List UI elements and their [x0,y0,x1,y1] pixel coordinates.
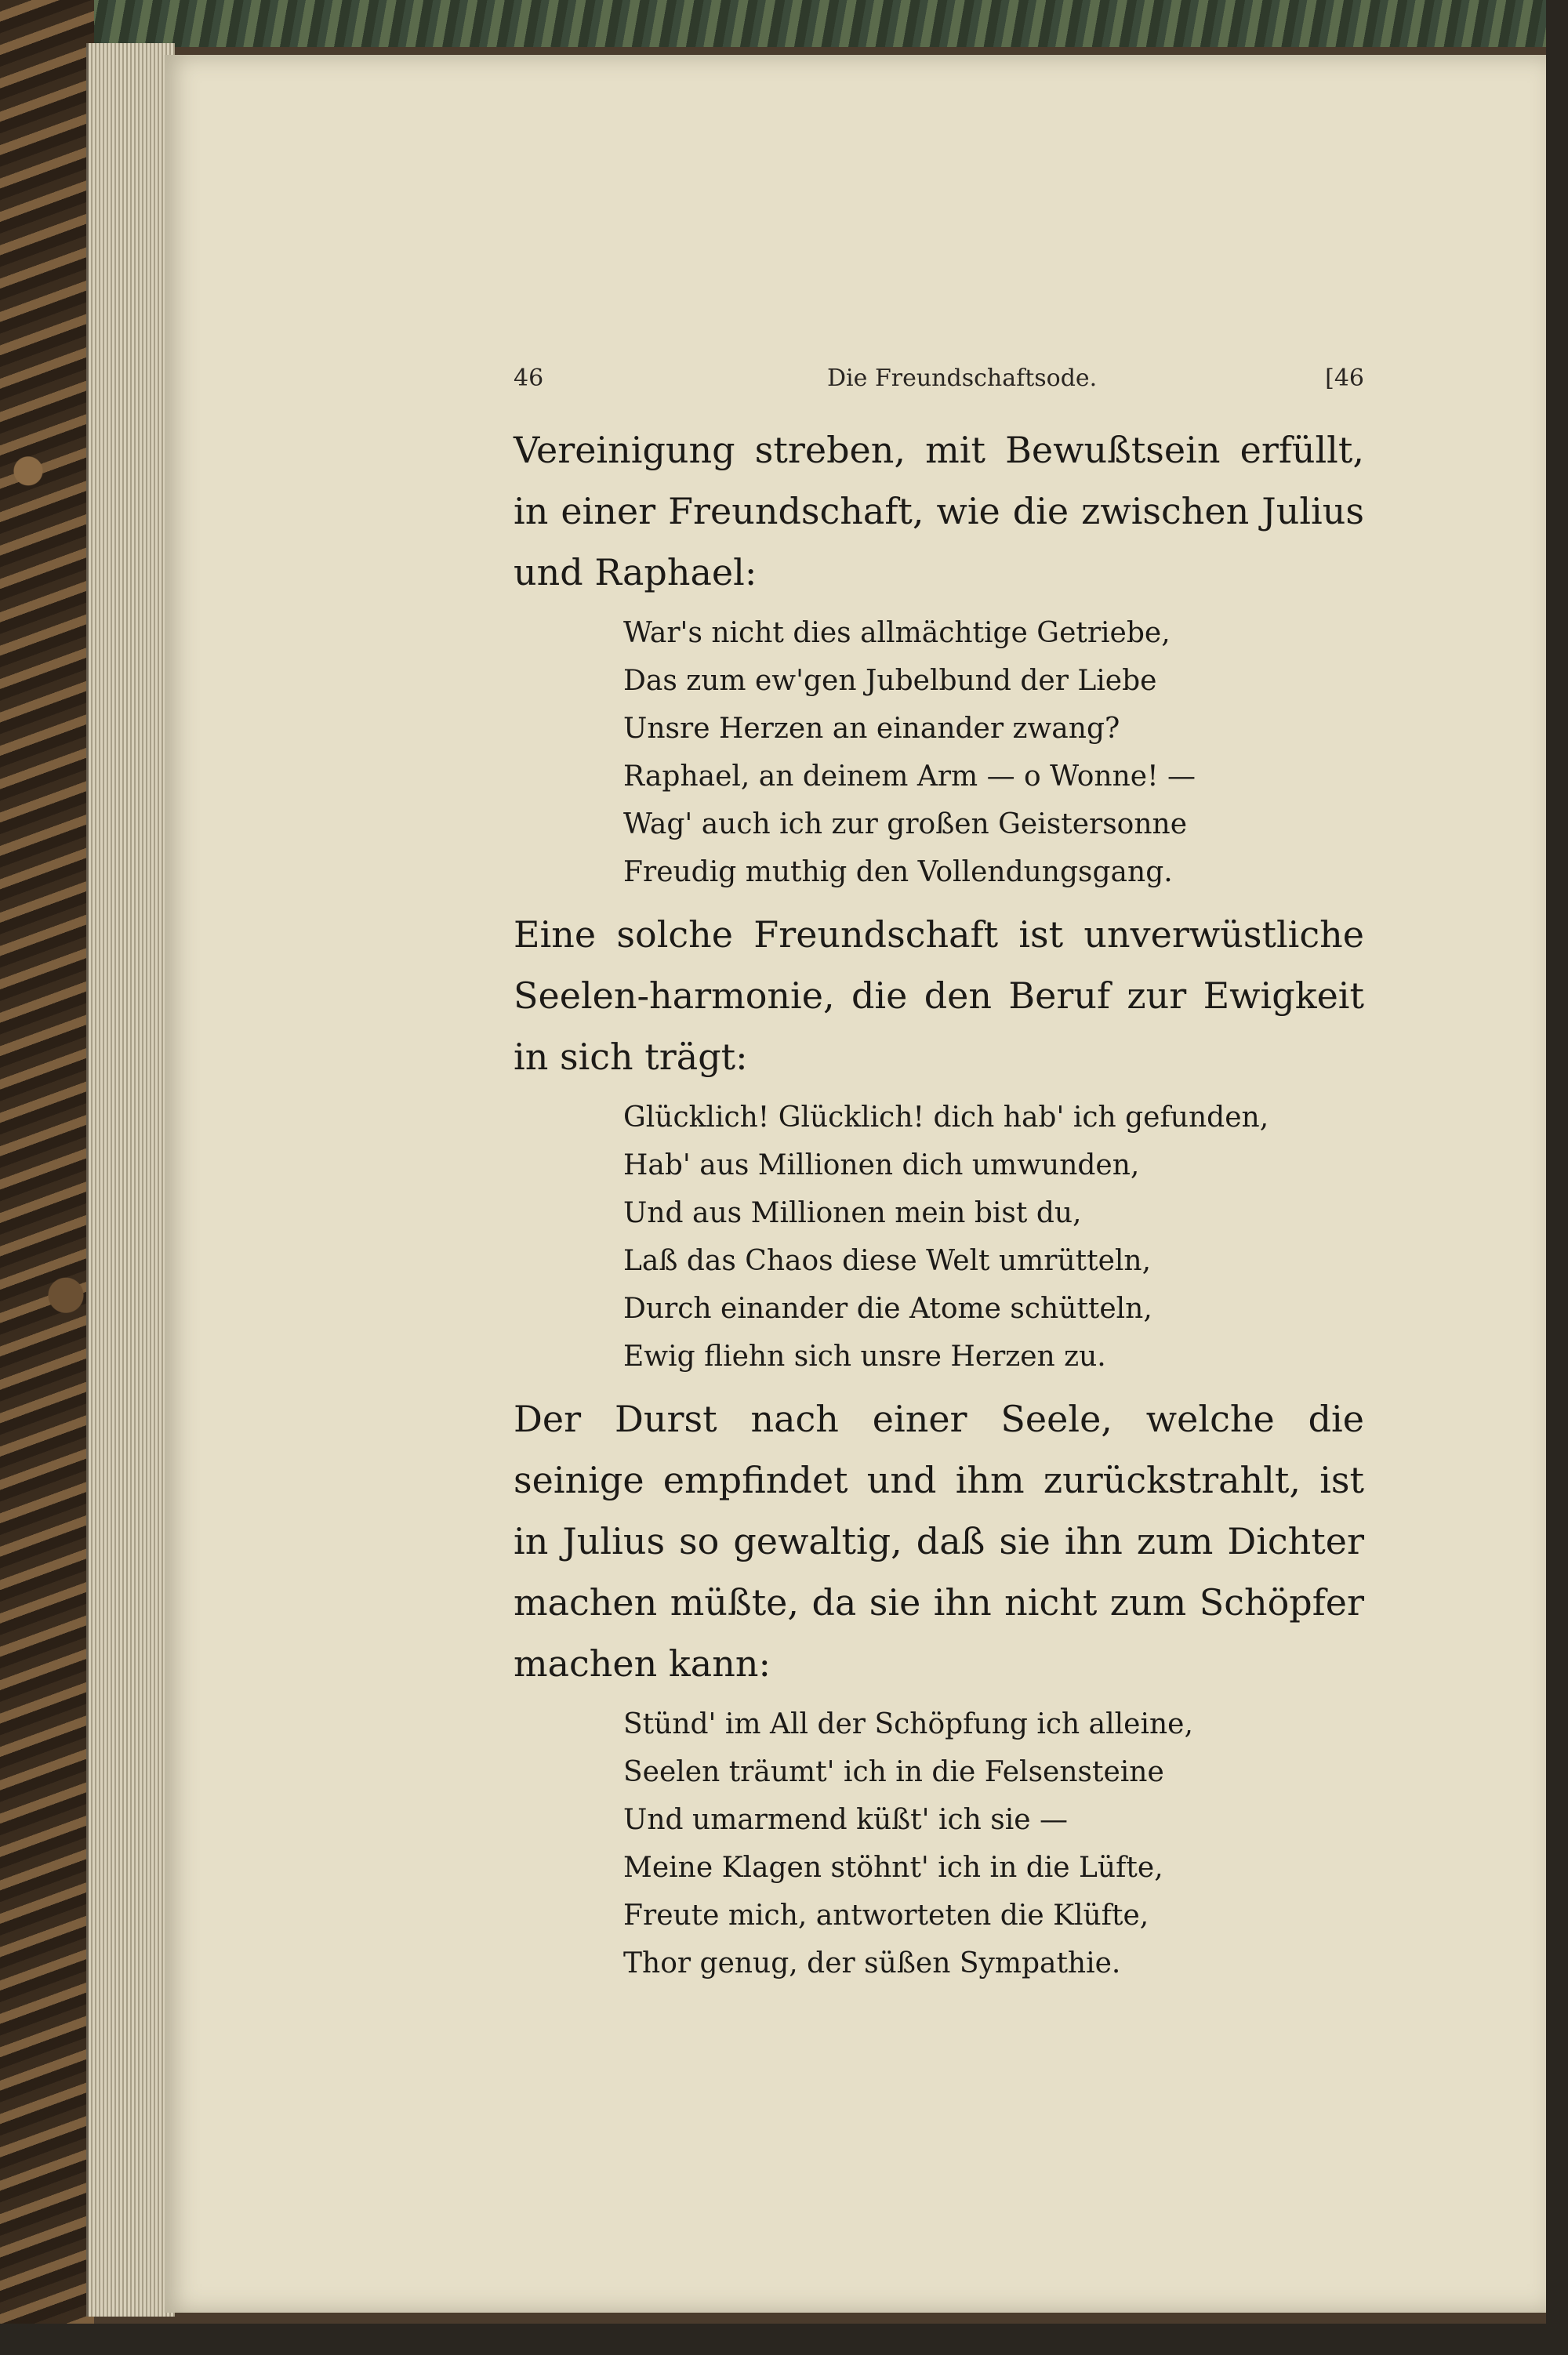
verse-line: Freudig muthig den Vollendungsgang. [623,856,1173,888]
verse-line: Thor genug, der süßen Sympathie. [623,1947,1121,1979]
page-number: 46 [514,365,544,392]
verse-line: Und umarmend küßt' ich sie — [623,1804,1069,1836]
verse-line: Das zum ew'gen Jubelbund der Liebe [623,665,1157,697]
verse-line: Laß das Chaos diese Welt umrütteln, [623,1245,1152,1277]
stanza-3 [623,1700,1364,1987]
verse-line: Durch einander die Atome schütteln, [623,1293,1152,1325]
verse-line: Freute mich, antworteten die Klüfte, [623,1900,1149,1932]
verse-line: War's nicht dies allmächtige Getriebe, [623,617,1171,649]
paragraph-3: Der Durst nach einer Seele, welche die seinige empfindet und ihm zurückstrahlt, ist in Julius so gewaltig, daß sie ihn zum Dichter machen müßte, da sie ihn nicht zum Schöpfer machen kann: [514,1398,1364,1685]
paragraph-1: Vereinigung streben, mit Bewußtsein erfüllt, in einer Freundschaft, wie die zwischen Julius und Raphael: [514,429,1364,593]
page-number-bracket: [46 [1325,365,1364,392]
stanza-2 [623,1094,1364,1381]
book-cover-bottom [0,2324,1568,2355]
running-head [514,357,1364,404]
paragraph-2: Eine solche Freundschaft ist unverwüstliche Seelen-harmonie, die den Beruf zur Ewigkeit in sich trägt: [514,913,1364,1078]
book-cover-marbled-edge [0,0,94,2355]
running-title: Die Freundschaftsode. [827,365,1098,392]
stanza-1 [623,609,1364,896]
verse-line: Seelen träumt' ich in die Felsensteine [623,1756,1164,1788]
book-cover-right [1546,0,1568,2355]
verse-line: Glücklich! Glücklich! dich hab' ich gefunden, [623,1101,1269,1134]
book-cover-top [0,0,1568,47]
page-content [514,357,1364,1995]
verse-line: Meine Klagen stöhnt' ich in die Lüfte, [623,1852,1163,1884]
page-edges [86,43,175,2317]
verse-line: Ewig fliehn sich unsre Herzen zu. [623,1341,1106,1373]
verse-line: Hab' aus Millionen dich umwunden, [623,1149,1140,1181]
verse-line: Und aus Millionen mein bist du, [623,1197,1082,1229]
verse-line: Wag' auch ich zur großen Geistersonne [623,808,1188,840]
verse-line: Unsre Herzen an einander zwang? [623,713,1120,745]
verse-line: Raphael, an deinem Arm — o Wonne! — [623,760,1196,793]
verse-line: Stünd' im All der Schöpfung ich alleine, [623,1708,1193,1740]
